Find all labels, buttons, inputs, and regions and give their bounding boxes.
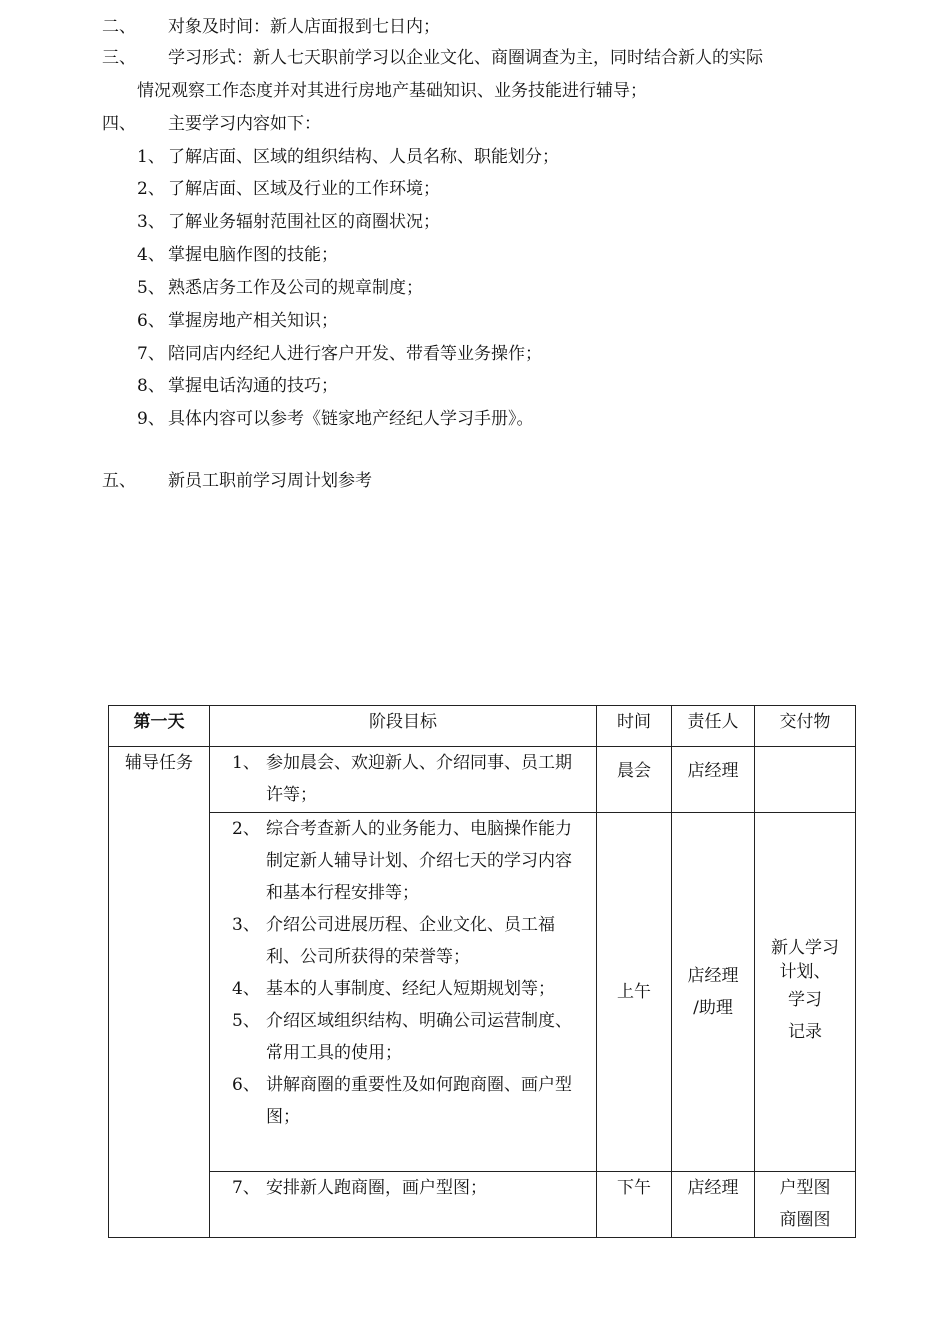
owner-cell [672, 1172, 755, 1238]
item-number: 1、 [137, 147, 165, 167]
section-text: 学习形式：新人七天职前学习以企业文化、商圈调查为主，同时结合新人的实际 [168, 48, 763, 68]
header-deliverable: 交付物 [755, 706, 856, 747]
section-text-cont: 情况观察工作态度并对其进行房地产基础知识、业务技能进行辅导； [137, 81, 647, 101]
task-number: 7、 [232, 1178, 260, 1198]
header-time: 时间 [597, 706, 672, 747]
task-text: 基本的人事制度、经纪人短期规划等； [266, 979, 555, 999]
item-number: 8、 [137, 376, 165, 396]
table-row [109, 1172, 856, 1238]
task-text: 综合考查新人的业务能力、电脑操作能力制定新人辅导计划、介绍七天的学习内容和基本行程安排等； [266, 819, 572, 903]
task-text: 介绍公司进展历程、企业文化、员工福利、公司所获得的荣誉等； [266, 915, 555, 967]
goal-cell [210, 813, 597, 1172]
task-number: 4、 [232, 979, 260, 999]
row-label-text: 辅导任务 [125, 753, 193, 773]
section-number: 四、 [102, 114, 136, 134]
header-day: 第一天 [109, 706, 210, 747]
task-number: 1、 [232, 753, 260, 773]
deliverable-text: 计划、 [779, 962, 831, 982]
task-number: 3、 [232, 915, 260, 935]
time-cell [597, 1172, 672, 1238]
goal-cell [210, 1172, 597, 1238]
deliverable-cell [755, 747, 856, 813]
item-number: 7、 [137, 344, 165, 364]
item-text: 具体内容可以参考《链家地产经纪人学习手册》。 [168, 409, 534, 429]
row-label [109, 747, 210, 1238]
task-item [210, 747, 596, 811]
owner-text: /助理 [693, 998, 733, 1018]
owner-text: 店经理 [687, 1178, 739, 1198]
item-number: 6、 [137, 311, 165, 331]
task-item [210, 1005, 596, 1069]
item-text: 掌握房地产相关知识； [168, 311, 338, 331]
time-text: 晨会 [617, 761, 651, 781]
task-item [210, 973, 596, 1005]
task-item [210, 909, 596, 973]
task-item [210, 1069, 596, 1133]
table-header-row [109, 706, 856, 747]
item-text: 陪同店内经纪人进行客户开发、带看等业务操作； [168, 344, 542, 364]
owner-text: 店经理 [687, 966, 739, 986]
section-number: 三、 [102, 48, 136, 68]
header-goal: 阶段目标 [210, 706, 597, 747]
deliverable-cell [755, 1172, 856, 1238]
deliverable-text: 户型图 [779, 1178, 831, 1198]
task-text: 讲解商圈的重要性及如何跑商圈、画户型图； [266, 1075, 572, 1127]
owner-cell [672, 747, 755, 813]
deliverable-text: 新人学习 [771, 938, 839, 958]
item-number: 4、 [137, 245, 165, 265]
table-row [109, 813, 856, 1172]
item-number: 3、 [137, 212, 165, 232]
section-text: 新员工职前学习周计划参考 [168, 471, 372, 491]
time-cell [597, 813, 672, 1172]
item-text: 了解店面、区域的组织结构、人员名称、职能划分； [168, 147, 559, 167]
task-text: 参加晨会、欢迎新人、介绍同事、员工期许等； [266, 753, 572, 805]
table-row [109, 747, 856, 813]
time-text: 下午 [617, 1178, 651, 1198]
deliverable-text: 记录 [788, 1022, 822, 1042]
section-text: 主要学习内容如下： [168, 114, 321, 134]
section-number: 五、 [102, 471, 136, 491]
goal-cell [210, 747, 597, 813]
time-text: 上午 [617, 982, 651, 1002]
deliverable-text: 学习 [788, 990, 822, 1010]
task-number: 6、 [232, 1075, 260, 1095]
item-text: 了解业务辐射范围社区的商圈状况； [168, 212, 440, 232]
owner-text: 店经理 [687, 761, 739, 781]
task-number: 2、 [232, 819, 260, 839]
item-text: 掌握电脑作图的技能； [168, 245, 338, 265]
task-item [210, 813, 596, 909]
task-text: 安排新人跑商圈，画户型图； [266, 1178, 487, 1198]
time-cell [597, 747, 672, 813]
deliverable-text: 商圈图 [779, 1210, 831, 1230]
deliverable-cell [755, 813, 856, 1172]
item-number: 2、 [137, 179, 165, 199]
task-item [210, 1172, 596, 1204]
owner-cell [672, 813, 755, 1172]
item-number: 5、 [137, 278, 165, 298]
item-text: 熟悉店务工作及公司的规章制度； [168, 278, 423, 298]
task-text: 介绍区域组织结构、明确公司运营制度、常用工具的使用； [266, 1011, 572, 1063]
item-text: 掌握电话沟通的技巧； [168, 376, 338, 396]
section-number: 二、 [102, 17, 136, 37]
item-number: 9、 [137, 409, 165, 429]
weekly-plan-table [108, 705, 856, 1238]
item-text: 了解店面、区域及行业的工作环境； [168, 179, 440, 199]
header-owner: 责任人 [672, 706, 755, 747]
section-text: 对象及时间：新人店面报到七日内； [168, 17, 440, 37]
task-number: 5、 [232, 1011, 260, 1031]
